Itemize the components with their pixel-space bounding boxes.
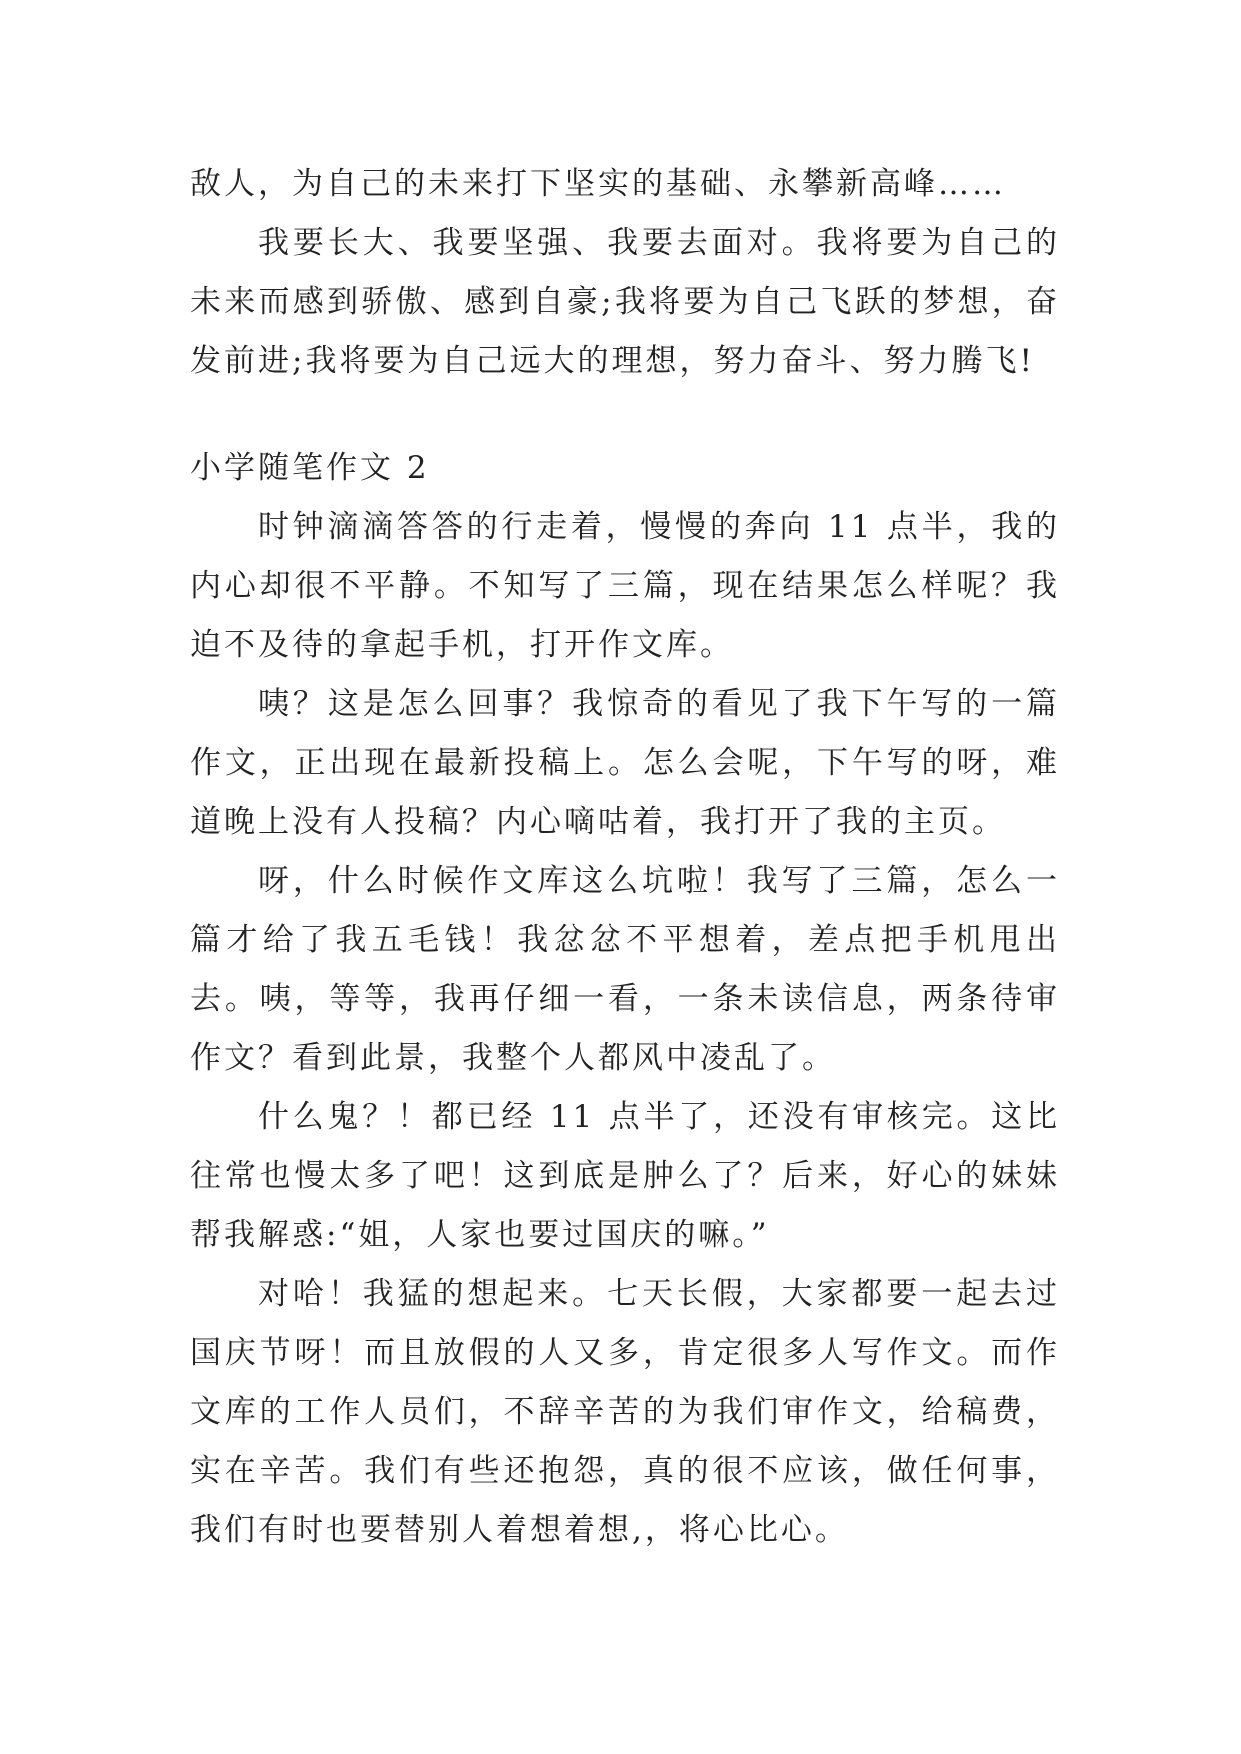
continuation-paragraph: 敌人，为自己的未来打下坚实的基础、永攀新高峰…… [190,166,1006,202]
body-paragraph: 对哈！我猛的想起来。七天长假，大家都要一起去过国庆节呀！而且放假的人又多，肯定很多人写作文。而作文库的工作人员们，不辞辛苦的为我们审作文，给稿费，实在辛苦。我们有些还抱怨，真的很不应该，做任何事，我们有时也要替别人着想着想,，将心比心。 [190,1276,1060,1548]
body-paragraph: 我要长大、我要坚强、我要去面对。我将要为自己的未来而感到骄傲、感到自豪;我将要为自己飞跃的梦想，奋发前进;我将要为自己远大的理想，努力奋斗、努力腾飞! [190,225,1060,379]
body-paragraph: 时钟滴滴答答的行走着，慢慢的奔向 11 点半，我的内心却很不平静。不知写了三篇，现在结果怎么样呢？我迫不及待的拿起手机，打开作文库。 [190,509,1060,663]
body-paragraph: 什么鬼？！都已经 11 点半了，还没有审核完。这比往常也慢太多了吧！这到底是肿么了？后来，好心的妹妹帮我解惑:“姐，人家也要过国庆的嘛。” [190,1099,1060,1253]
body-paragraph: 呀，什么时候作文库这么坑啦！我写了三篇，怎么一篇才给了我五毛钱！我忿忿不平想着，差点把手机甩出去。咦，等等，我再仔细一看，一条未读信息，两条待审作文？看到此景，我整个人都风中凌乱了。 [190,863,1060,1076]
body-paragraph: 咦？这是怎么回事？我惊奇的看见了我下午写的一篇作文，正出现在最新投稿上。怎么会呢，下午写的呀，难道晚上没有人投稿？内心嘀咕着，我打开了我的主页。 [190,686,1060,840]
document-body [190,155,1060,1560]
section-title: 小学随笔作文 2 [190,450,430,486]
